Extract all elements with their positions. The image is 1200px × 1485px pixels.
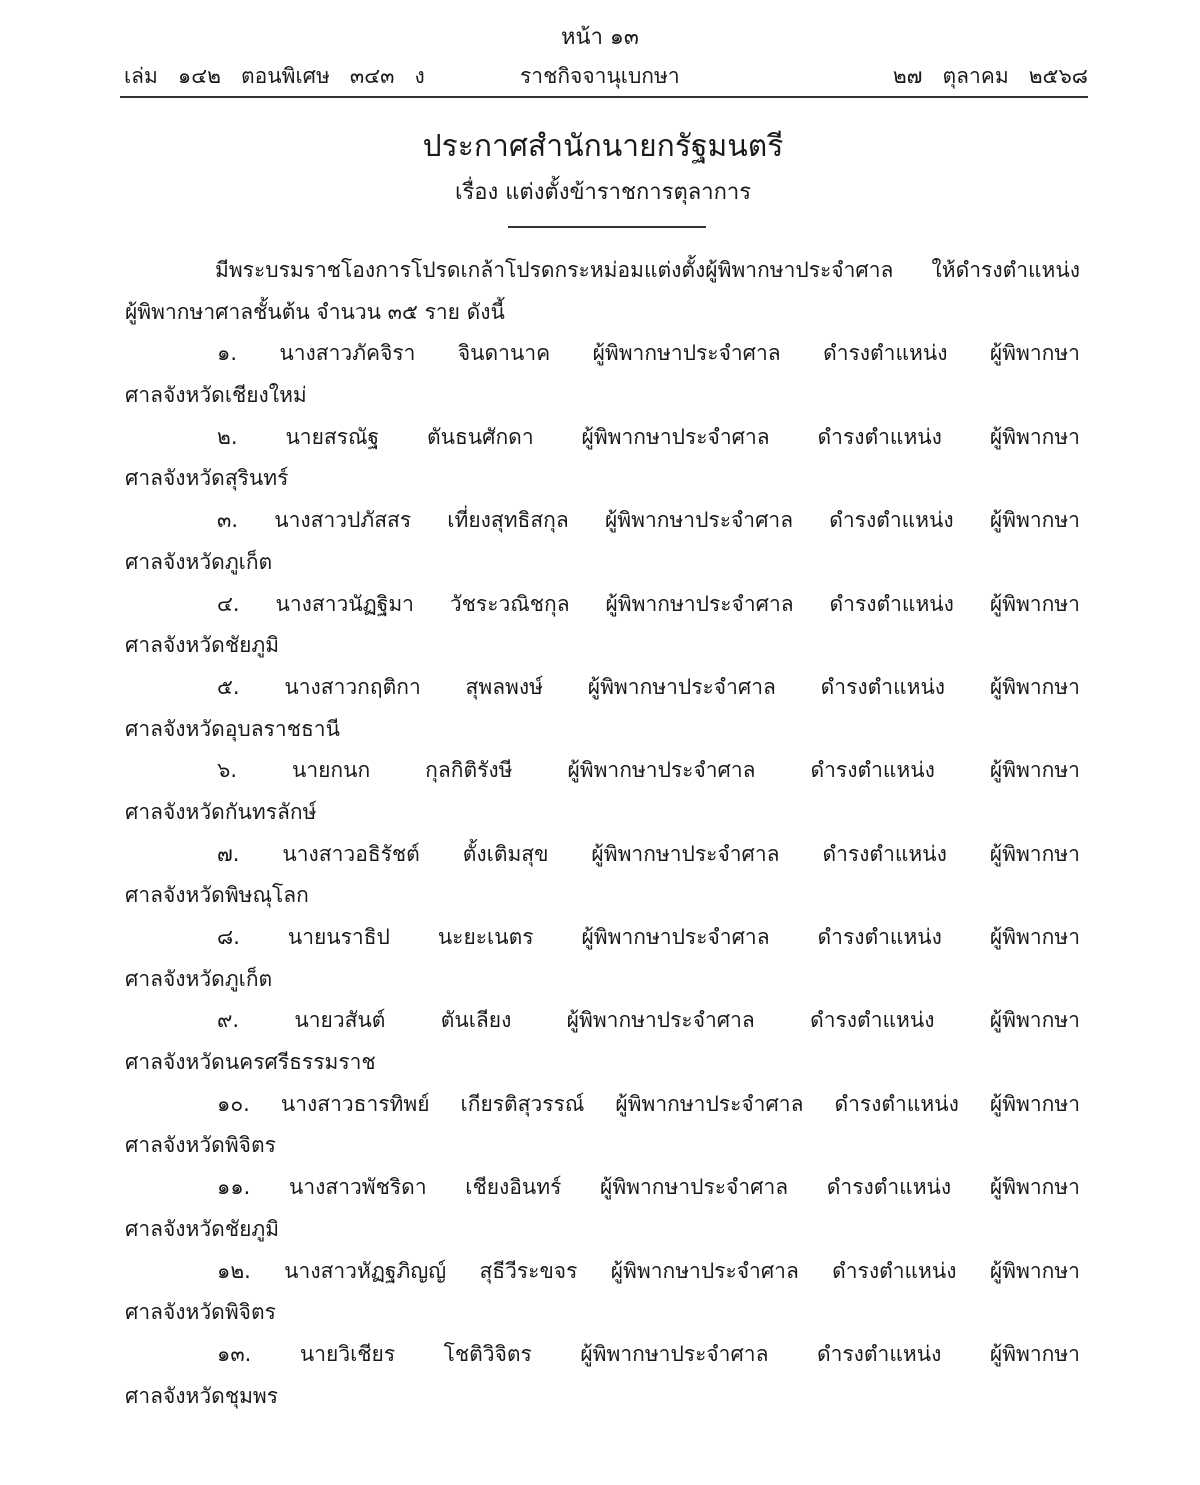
item-court: ศาลจังหวัดชุมพร [125,1383,279,1408]
appointment-list [125,333,1080,1417]
item-role: ผู้พิพากษา [989,1258,1080,1283]
item-surname: ตันธนศักดา [426,424,534,449]
list-item [125,667,1080,709]
item-action: ดำรงตำแหน่ง [810,1008,935,1033]
item-court: ศาลจังหวัดภูเก็ต [125,966,273,991]
item-from: ผู้พิพากษาประจำศาล [591,841,780,866]
item-court: ศาลจังหวัดอุบลราชธานี [125,716,340,741]
item-court: ศาลจังหวัดพิษณุโลก [125,883,309,908]
item-num: ๔. [217,591,240,616]
item-role: ผู้พิพากษา [989,1091,1080,1116]
publication-date: ๒๗ ตุลาคม ๒๕๖๘ [892,64,1088,88]
document-body [125,250,1080,1417]
item-from: ผู้พิพากษาประจำศาล [615,1091,804,1116]
item-role: ผู้พิพากษา [989,674,1080,699]
list-item [125,417,1080,459]
list-item [125,584,1080,626]
item-role: ผู้พิพากษา [989,1341,1080,1366]
list-item [125,1167,1080,1209]
item-num: ๓. [217,508,239,533]
item-action: ดำรงตำแหน่ง [822,841,947,866]
item-role: ผู้พิพากษา [989,424,1080,449]
item-num: ๒. [217,424,238,449]
item-court: ศาลจังหวัดนครศรีธรรมราช [125,1050,376,1075]
item-court: ศาลจังหวัดพิจิตร [125,1300,276,1325]
item-num: ๑๓. [217,1341,252,1366]
title-divider [508,226,706,228]
item-from: ผู้พิพากษาประจำศาล [566,1008,755,1033]
item-action: ดำรงตำแหน่ง [829,591,954,616]
item-surname: เกียรติสุวรรณ์ [460,1091,585,1116]
item-name: นายวสันต์ [294,1008,386,1033]
item-action: ดำรงตำแหน่ง [817,424,942,449]
item-num: ๑๐. [217,1091,250,1116]
item-name: นางสาวกฤติกา [284,674,421,699]
item-num: ๖. [217,758,238,783]
list-item [125,500,1080,542]
page-number: หน้า ๑๓ [561,25,639,50]
item-num: ๘. [217,925,240,949]
list-item [125,1251,1080,1293]
item-num: ๕. [217,674,240,699]
document-title: ประกาศสำนักนายกรัฐมนตรี [422,129,784,164]
item-role: ผู้พิพากษา [989,758,1080,783]
item-action: ดำรงตำแหน่ง [810,758,935,783]
item-name: นางสาวอธิรัชต์ [282,841,420,866]
item-surname: สุพลพงษ์ [465,674,543,699]
item-role: ผู้พิพากษา [989,508,1080,533]
item-from: ผู้พิพากษาประจำศาล [604,508,794,533]
item-court: ศาลจังหวัดชัยภูมิ [125,1216,280,1241]
item-from: ผู้พิพากษาประจำศาล [592,341,781,366]
item-action: ดำรงตำแหน่ง [829,508,954,533]
item-name: นางสาวนัฏฐิมา [275,591,414,616]
item-surname: จินดานาค [457,341,551,366]
list-item [125,834,1080,876]
item-from: ผู้พิพากษาประจำศาล [581,424,770,449]
item-num: ๙. [217,1008,240,1033]
item-from: ผู้พิพากษาประจำศาล [605,591,794,616]
list-item [125,333,1080,375]
item-name: นางสาวปภัสสร [274,508,412,533]
item-surname: เชียงอินทร์ [465,1175,562,1200]
item-action: ดำรงตำแหน่ง [816,1341,942,1366]
item-role: ผู้พิพากษา [989,591,1080,616]
list-item [125,1334,1080,1376]
item-name: นายนราธิป [287,925,390,949]
intro-text: ให้ดำรงตำแหน่ง [931,258,1080,282]
list-item [125,750,1080,792]
item-court: ศาลจังหวัดกันทรลักษ์ [125,799,317,824]
header-divider [120,96,1088,98]
item-name: นายวิเชียร [299,1341,396,1366]
item-name: นางสาวพัชริดา [289,1175,427,1200]
item-from: ผู้พิพากษาประจำศาล [580,1341,769,1366]
item-action: ดำรงตำแหน่ง [817,925,942,949]
item-surname: ตันเลียง [440,1008,512,1033]
item-num: ๑. [217,341,238,366]
item-from: ผู้พิพากษาประจำศาล [600,1175,789,1200]
item-role: ผู้พิพากษา [989,925,1080,949]
item-action: ดำรงตำแหน่ง [834,1091,959,1116]
item-name: นายสรณัฐ [285,424,380,449]
document-subject: เรื่อง แต่งตั้งข้าราชการตุลาการ [454,180,752,205]
item-name: นางสาวหัฏฐภิญญ์ [284,1258,447,1283]
item-action: ดำรงตำแหน่ง [823,341,948,366]
item-from: ผู้พิพากษาประจำศาล [610,1258,799,1283]
intro-paragraph-line-1 [125,250,1080,292]
item-surname: เที่ยงสุทธิสกุล [447,508,569,533]
item-from: ผู้พิพากษาประจำศาล [587,674,776,699]
item-surname: สุธีวีระขจร [479,1258,578,1283]
item-name: นายกนก [291,758,371,783]
item-role: ผู้พิพากษา [989,841,1080,866]
publication-name: ราชกิจจานุเบกษา [520,64,680,88]
item-from: ผู้พิพากษาประจำศาล [567,758,756,783]
item-num: ๗. [217,841,240,866]
item-action: ดำรงตำแหน่ง [826,1175,952,1200]
item-surname: นะยะเนตร [437,925,534,949]
item-role: ผู้พิพากษา [989,1008,1080,1033]
item-court: ศาลจังหวัดชัยภูมิ [125,633,280,658]
item-num: ๑๑. [217,1175,251,1200]
item-role: ผู้พิพากษา [989,1175,1080,1200]
item-court: ศาลจังหวัดสุรินทร์ [125,466,289,491]
item-court: ศาลจังหวัดพิจิตร [125,1133,276,1158]
gazette-header [120,60,1088,92]
item-name: นางสาวภัคจิรา [279,341,416,366]
item-court: ศาลจังหวัดเชียงใหม่ [125,383,307,408]
intro-text: มีพระบรมราชโองการโปรดเกล้าโปรดกระหม่อมแต่งตั้งผู้พิพากษาประจำศาล [215,258,894,282]
item-surname: กุลกิติรังษี [425,758,513,783]
item-surname: ตั้งเติมสุข [462,841,549,866]
item-role: ผู้พิพากษา [989,341,1080,366]
list-item [125,1000,1080,1042]
list-item [125,917,1080,959]
intro-paragraph-line-2: ผู้พิพากษาศาลชั้นต้น จำนวน ๓๕ ราย ดังนี้ [125,299,505,324]
list-item [125,1084,1080,1126]
item-surname: โชติวิจิตร [443,1341,532,1366]
volume-issue: เล่ม ๑๔๒ ตอนพิเศษ ๓๔๓ ง [124,64,425,88]
item-name: นางสาวธารทิพย์ [280,1091,430,1116]
item-court: ศาลจังหวัดภูเก็ต [125,549,273,574]
item-action: ดำรงตำแหน่ง [832,1258,957,1283]
item-num: ๑๒. [217,1258,251,1283]
item-action: ดำรงตำแหน่ง [820,674,946,699]
item-from: ผู้พิพากษาประจำศาล [581,925,770,949]
item-surname: วัชระวณิชกุล [449,591,570,616]
